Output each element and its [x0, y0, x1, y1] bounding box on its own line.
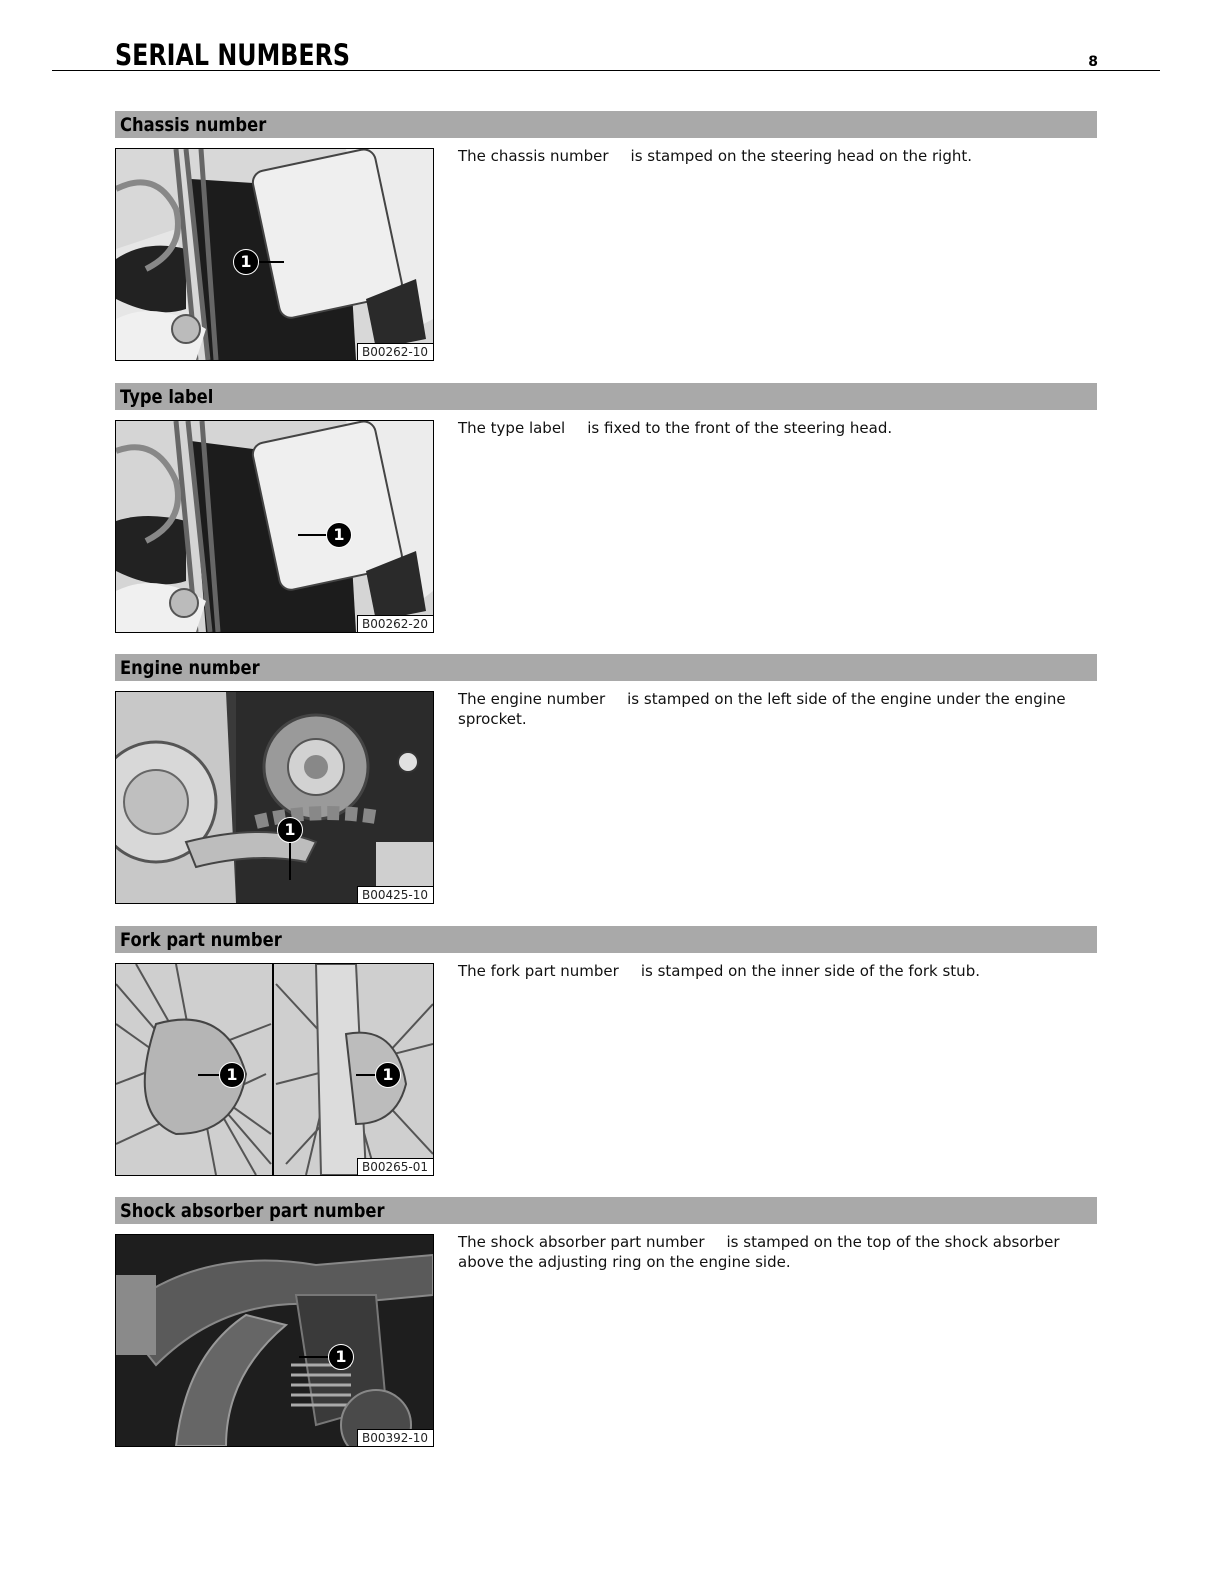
section-title: Type label	[120, 386, 214, 408]
figure-code: B00262-10	[357, 343, 433, 360]
figure-code: B00265-01	[357, 1158, 433, 1175]
section-heading-bar	[115, 1197, 1097, 1224]
section-engine-number	[115, 654, 1097, 906]
figure-code: B00392-10	[357, 1429, 433, 1446]
callout-leader-line	[289, 842, 291, 880]
shock-absorber-illustration	[116, 1235, 433, 1446]
page-title: SERIAL NUMBERS	[115, 38, 351, 72]
callout-marker: 1	[375, 1062, 401, 1088]
section-description	[458, 689, 1098, 729]
section-heading-bar	[115, 926, 1097, 953]
section-fork-part-number	[115, 926, 1097, 1178]
description-text-after: is stamped on the steering head on the right.	[630, 147, 973, 165]
fork-part-number-photo	[115, 963, 434, 1176]
description-text-after: is stamped on the left side of the engine under the engine sprocket.	[458, 690, 1066, 728]
section-description	[458, 146, 1098, 166]
section-heading-bar	[115, 654, 1097, 681]
callout-leader-line	[299, 1356, 329, 1358]
description-text-after: is fixed to the front of the steering head.	[587, 419, 893, 437]
callout-marker: 1	[326, 522, 352, 548]
shock-absorber-photo	[115, 1234, 434, 1447]
description-text-before: The engine number	[458, 690, 606, 708]
callout-leader-line	[298, 534, 328, 536]
steering-head-front-illustration	[116, 421, 433, 632]
callout-marker: 1	[233, 249, 259, 275]
callout-marker: 1	[328, 1344, 354, 1370]
callout-marker: 1	[219, 1062, 245, 1088]
section-title: Chassis number	[120, 114, 267, 136]
steering-head-illustration	[116, 149, 433, 360]
section-heading-bar	[115, 111, 1097, 138]
callout-leader-line	[356, 1074, 376, 1076]
engine-sprocket-illustration	[116, 692, 433, 903]
section-description	[458, 961, 1098, 981]
page-number: 8	[1088, 54, 1098, 70]
description-text-before: The shock absorber part number	[458, 1233, 705, 1251]
section-type-label	[115, 383, 1097, 635]
type-label-photo	[115, 420, 434, 633]
section-description	[458, 418, 1098, 438]
section-title: Fork part number	[120, 929, 282, 951]
description-text-before: The chassis number	[458, 147, 609, 165]
section-shock-absorber-part-number	[115, 1197, 1097, 1449]
description-text-before: The fork part number	[458, 962, 619, 980]
figure-code: B00425-10	[357, 886, 433, 903]
description-text-before: The type label	[458, 419, 566, 437]
section-description	[458, 1232, 1098, 1272]
section-title: Shock absorber part number	[120, 1200, 385, 1222]
page-header	[52, 36, 1160, 71]
callout-leader-line	[256, 261, 284, 263]
chassis-number-photo	[115, 148, 434, 361]
section-title: Engine number	[120, 657, 260, 679]
description-text-after: is stamped on the top of the shock absorber above the adjusting ring on the engine side.	[458, 1233, 1060, 1271]
section-chassis-number	[115, 111, 1097, 363]
section-heading-bar	[115, 383, 1097, 410]
figure-code: B00262-20	[357, 615, 433, 632]
callout-marker: 1	[277, 817, 303, 843]
description-text-after: is stamped on the inner side of the fork stub.	[640, 962, 980, 980]
engine-number-photo	[115, 691, 434, 904]
